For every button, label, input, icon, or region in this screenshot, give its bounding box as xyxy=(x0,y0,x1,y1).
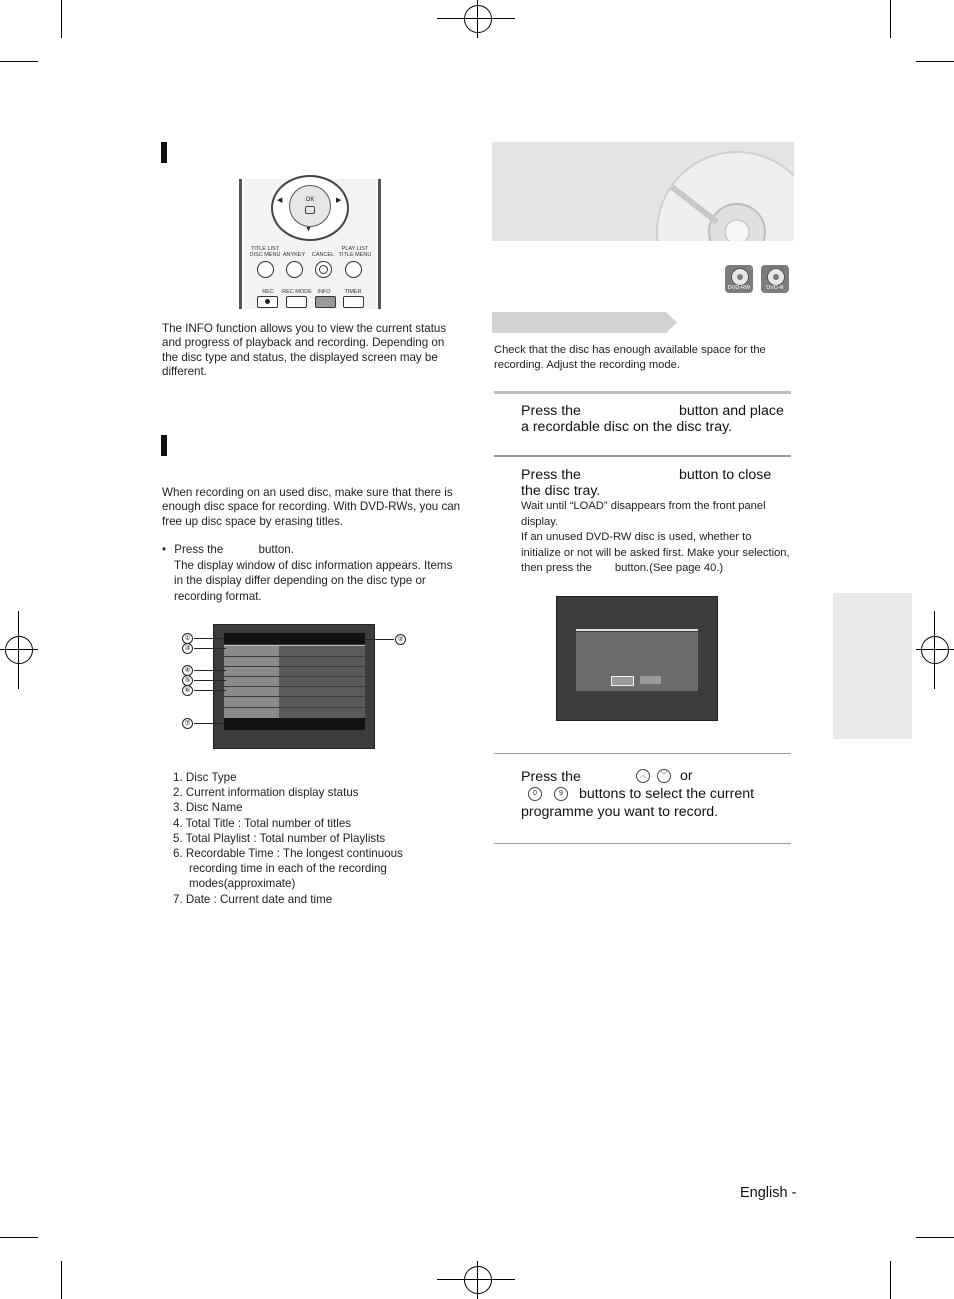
callout-7: ⑦ xyxy=(182,718,193,729)
page-footer-language: English - xyxy=(740,1185,797,1201)
dialog-no-button xyxy=(640,676,661,684)
disc-space-paragraph: When recording on an used disc, make sure that there is enough disc space for recording. With DVD-RWs, you can free up disc space by erasing titles. xyxy=(162,486,461,528)
check-paragraph: Check that the disc has enough available space for the recording. Adjust the recording mode. xyxy=(494,344,766,371)
info-paragraph: The INFO function allows you to view the current status and progress of playback and recording. Depending on the disc type and status, the displayed screen may be different. xyxy=(162,322,447,378)
screen-header-bar xyxy=(224,633,365,644)
section-side-tab xyxy=(833,593,912,739)
rec-button xyxy=(257,296,278,308)
section-header-banner xyxy=(492,142,794,241)
rec-mode-button xyxy=(286,296,307,308)
callout-leader xyxy=(194,680,226,681)
remote-control-illustration xyxy=(239,179,381,309)
step-3-text-2: programme you want to record. xyxy=(521,804,719,820)
remote-label: ANYKEY xyxy=(282,252,306,258)
bullet-instruction: • Press the button. xyxy=(162,543,294,556)
crop-mark xyxy=(0,61,38,62)
crop-mark xyxy=(890,1261,891,1299)
title-list-button xyxy=(257,261,274,278)
arrow-right-icon: ▶ xyxy=(336,197,342,204)
step-2: Press the button to close the disc tray. xyxy=(521,467,772,499)
step-3: Press the xyxy=(521,769,581,785)
crop-mark xyxy=(916,1237,954,1238)
remote-label: REC xyxy=(262,289,274,295)
channel-up-icon: ︿ xyxy=(636,769,650,783)
callout-5: ⑤ xyxy=(182,675,193,686)
section-marker-info xyxy=(161,142,167,163)
ok-button: OK xyxy=(289,185,331,227)
divider xyxy=(494,391,791,394)
callout-leader xyxy=(194,638,226,639)
dvd-r-badge: DVD-R xyxy=(761,265,789,293)
crop-mark xyxy=(61,0,62,38)
cancel-button xyxy=(315,261,332,278)
bullet-detail: The display window of disc information appears. Items in the display differ depending on the disc type or recording format. xyxy=(174,559,453,603)
step-2-note: Wait until “LOAD” disappears from the front panel display. If an unused DVD-RW disc is used, whether to initialize or not will be asked first. Make your selection, then press the button.(See page 40.) xyxy=(521,500,790,574)
crop-mark xyxy=(61,1261,62,1299)
anykey-button xyxy=(286,261,303,278)
callout-4: ④ xyxy=(182,665,193,676)
disc-icon xyxy=(731,268,749,286)
dialog-yes-button xyxy=(611,676,634,686)
step-3-or: or xyxy=(680,768,693,784)
crop-mark xyxy=(890,0,891,38)
legend-item: 6. Recordable Time : The longest continuous recording time in each of the recording modes(approximate) xyxy=(173,847,403,891)
dvd-rw-badge: DVD-RW xyxy=(725,265,753,293)
callout-leader xyxy=(194,723,226,724)
section-marker-disc xyxy=(161,435,167,456)
remote-label: TIMER xyxy=(344,289,362,295)
crop-mark xyxy=(0,1237,38,1238)
remote-label: PLAY LIST TITLE MENU xyxy=(338,246,372,258)
legend-item: 7. Date : Current date and time xyxy=(173,892,333,906)
disc-icon xyxy=(767,268,785,286)
number-0-key-icon: 0 xyxy=(528,787,542,801)
arrow-left-icon: ◀ xyxy=(277,197,283,204)
divider xyxy=(494,455,791,457)
legend-item: 1. Disc Type xyxy=(173,771,237,784)
dialog-box xyxy=(576,632,698,691)
callout-6: ⑥ xyxy=(182,685,193,696)
timer-button xyxy=(343,296,364,308)
callout-leader xyxy=(194,670,226,671)
initialize-dialog-screen xyxy=(556,596,718,721)
callout-2: ② xyxy=(395,634,406,645)
remote-label: TITLE LIST DISC MENU xyxy=(249,246,281,258)
divider xyxy=(494,843,791,844)
bullet-icon: • xyxy=(162,543,167,556)
callout-1: ① xyxy=(182,633,193,644)
crop-mark xyxy=(916,61,954,62)
disc-graphic xyxy=(492,142,794,241)
step-1: Press the button and place a recordable disc on the disc tray. xyxy=(521,403,784,435)
divider xyxy=(494,753,791,754)
legend-item: 4. Total Title : Total number of titles xyxy=(173,816,352,830)
legend-item: 2. Current information display status xyxy=(173,786,359,800)
disc-info-legend xyxy=(173,770,443,907)
remote-label: INFO xyxy=(317,289,331,295)
arrow-down-icon: ▼ xyxy=(305,226,312,233)
step-3-text: buttons to select the current xyxy=(579,786,755,802)
number-9-key-icon: 9 xyxy=(554,787,568,801)
subsection-arrow-bar xyxy=(492,312,678,333)
callout-leader xyxy=(365,639,394,640)
callout-3: ③ xyxy=(182,643,193,654)
callout-leader xyxy=(194,648,226,649)
screen-date-bar xyxy=(224,718,365,730)
legend-item: 3. Disc Name xyxy=(173,801,243,815)
info-button-highlighted xyxy=(315,296,336,308)
remote-label: CANCEL xyxy=(311,252,335,258)
legend-item: 5. Total Playlist : Total number of Playlists xyxy=(173,831,386,845)
disc-info-screen xyxy=(213,624,375,749)
channel-down-icon: ﹀ xyxy=(657,769,671,783)
play-list-button xyxy=(345,261,362,278)
remote-label: REC MODE xyxy=(282,289,312,295)
callout-leader xyxy=(194,690,226,691)
